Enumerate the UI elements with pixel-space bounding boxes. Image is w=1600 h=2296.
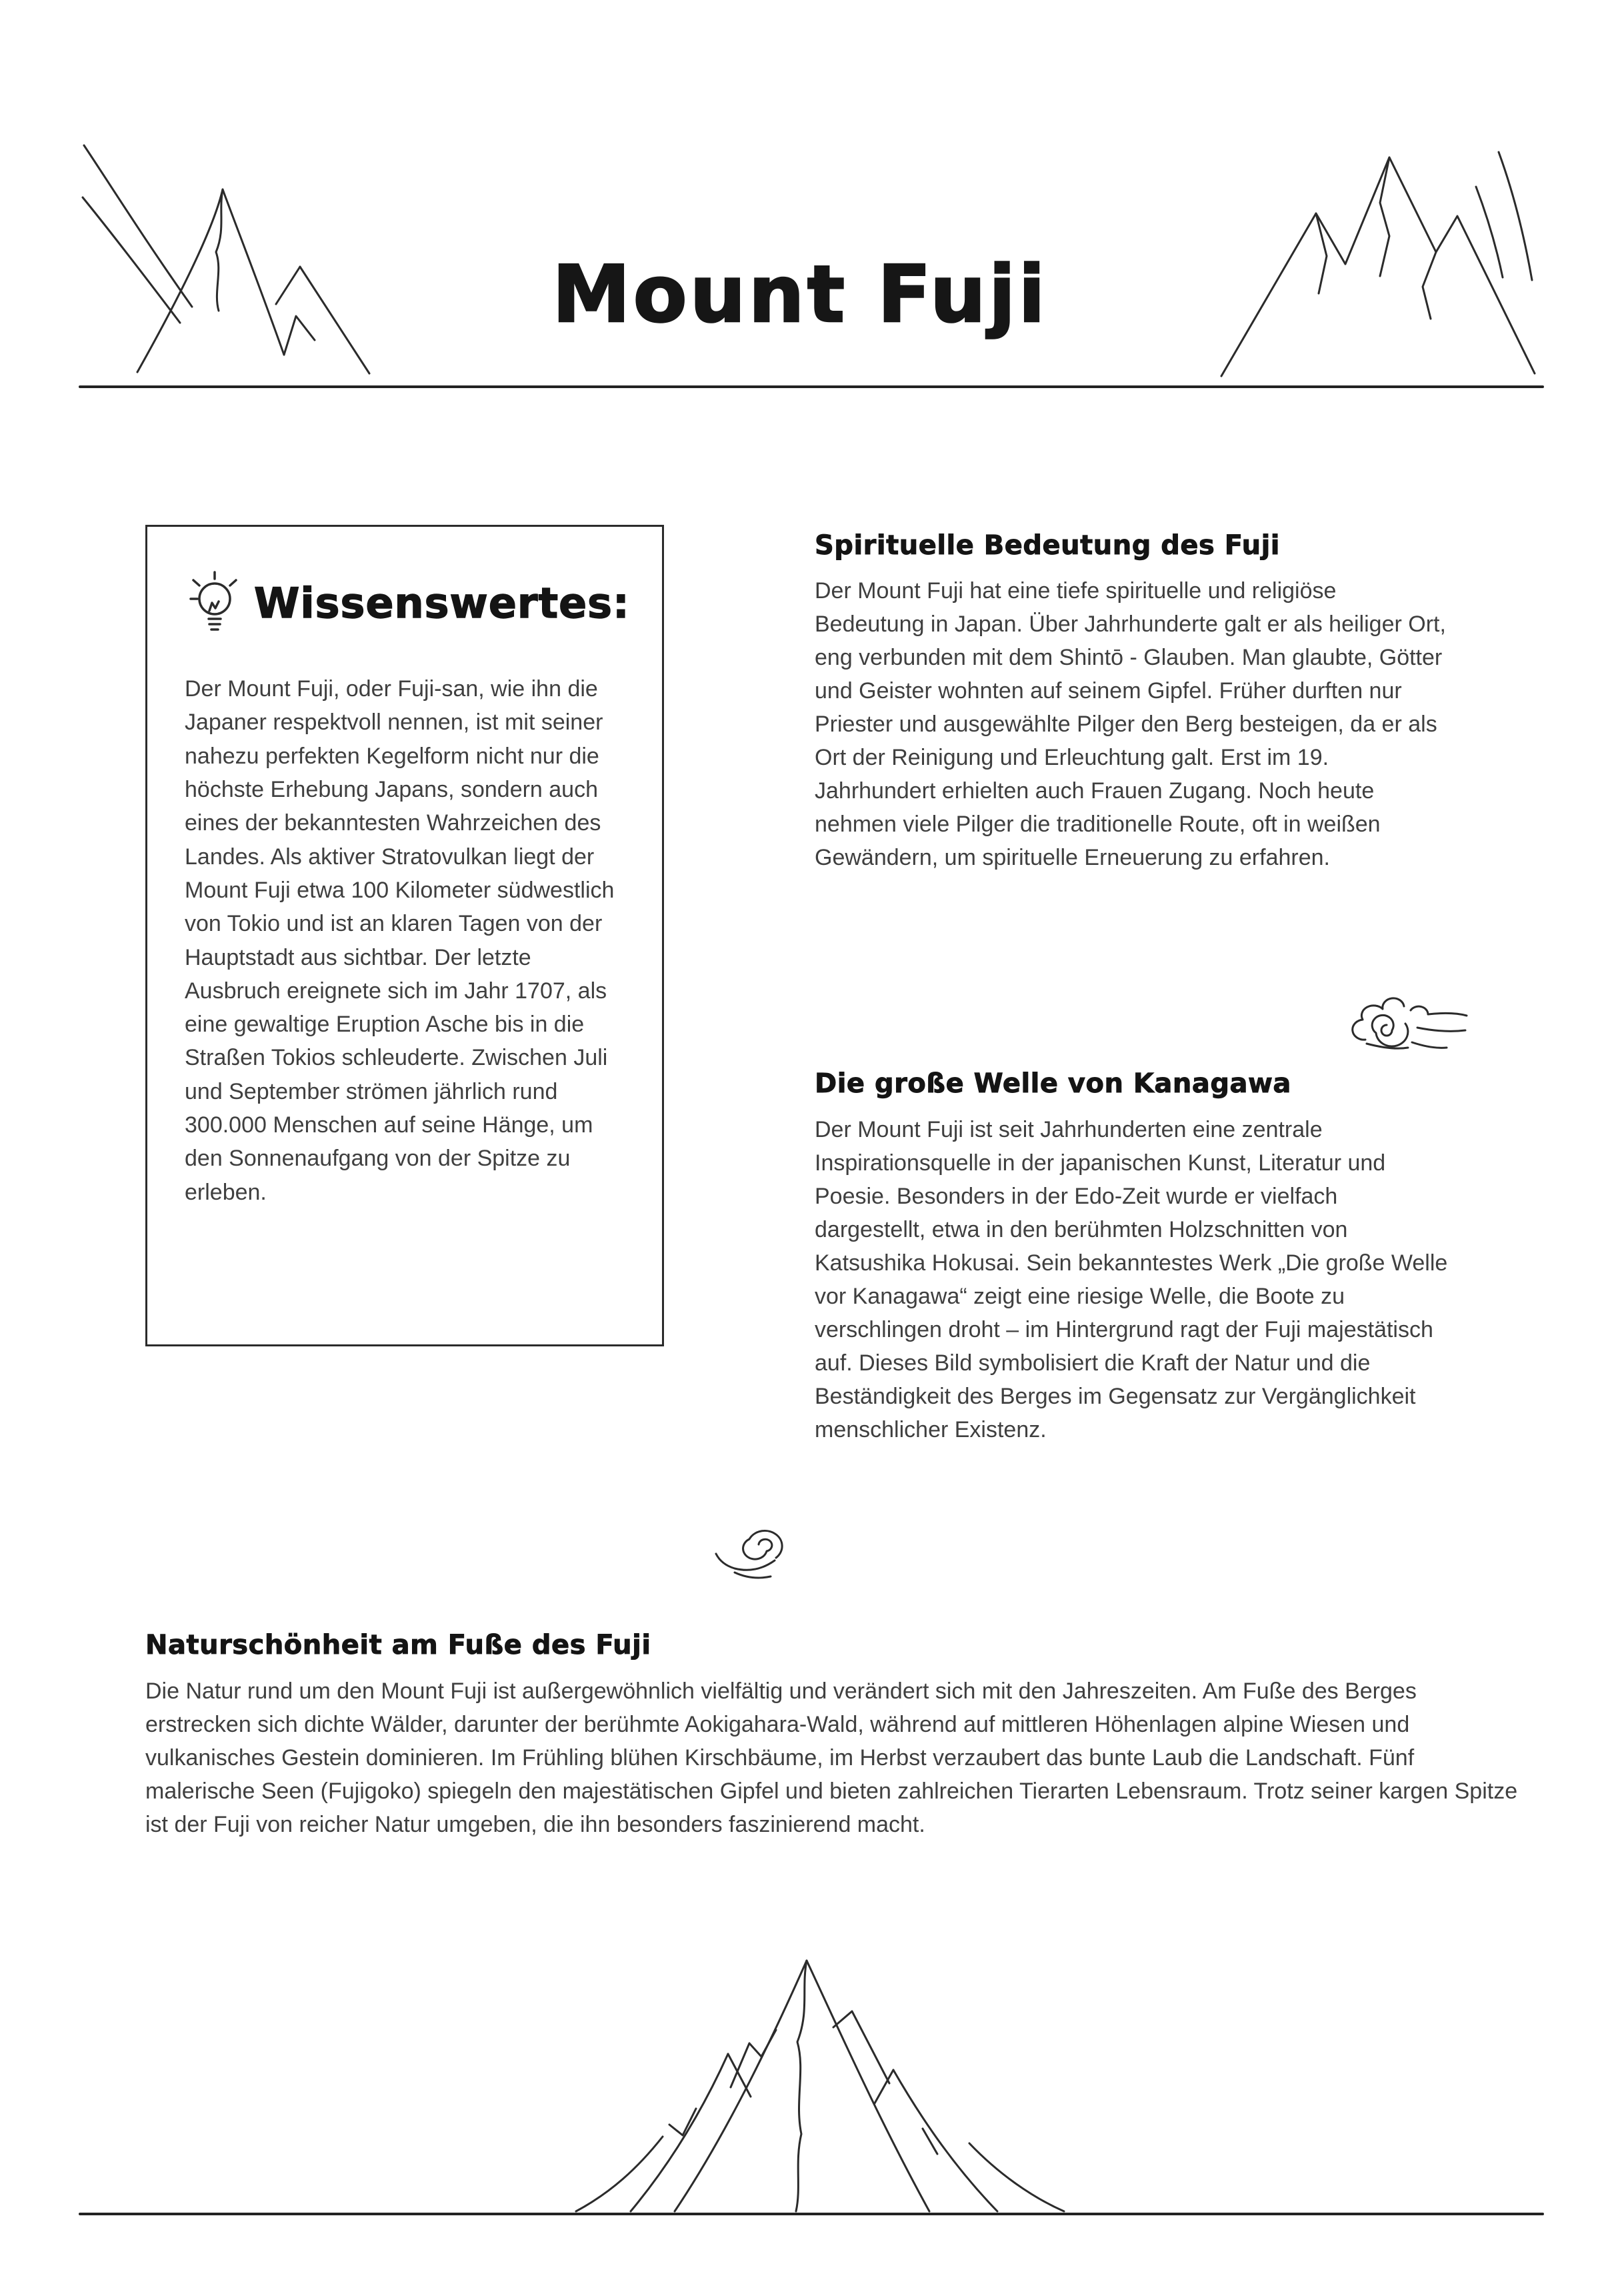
header-divider bbox=[79, 385, 1544, 388]
info-box-header bbox=[185, 568, 630, 638]
page-title: Mount Fuji bbox=[552, 248, 1048, 340]
mountain-sketch-footer-icon bbox=[463, 1942, 1152, 2215]
footer-divider bbox=[79, 2213, 1544, 2215]
section-body-naturschoenheit: Die Natur rund um den Mount Fuji ist außergewöhnlich vielfältig und verändert sich mit den Jahreszeiten. Am Fuße des Berges erstrecken sich dichte Wälder, darunter der berühmte Aokigahara-Wald, während auf mittleren Höhenlagen alpine Wiesen und vulkanisches Gestein dominieren. Im Frühling blühen Kirschbäume, im Herbst verzaubert das bunte Laub die Landschaft. Fünf malerische Seen (Fujigoko) spiegeln den majestätischen Gipfel und bieten zahlreichen Tierarten Lebensraum. Trotz seiner kargen Spitze ist der Fuji von reicher Natur umgeben, die ihn besonders faszinierend macht. bbox=[145, 1678, 1518, 1837]
section-body-spirituelle-bedeutung: Der Mount Fuji hat eine tiefe spirituelle und religiöse Bedeutung in Japan. Über Jahrhunderte galt er als heiliger Ort, eng verbunden mit dem Shintō - Glauben. Man glaubte, Götter und Geister wohnten auf seinem Gipfel. Früher durften nur Priester und ausgewählte Pilger den Berg besteigen, da er als Ort der Reinigung und Erleuchtung galt. Erst im 19. Jahrhundert erhielten auch Frauen Zugang. Noch heute nehmen viele Pilger die traditionelle Route, oft in weißen Gewändern, um spirituelle Erneuerung zu erfahren. bbox=[815, 578, 1446, 870]
section-body-grosse-welle: Der Mount Fuji ist seit Jahrhunderten eine zentrale Inspirationsquelle in der japanischen Kunst, Literatur und Poesie. Besonders in der Edo-Zeit wurde er vielfach dargestellt, etwa in den berühmten Holzschnitten von Katsushika Hokusai. Sein bekanntestes Werk „Die große Welle vor Kanagawa“ zeigt eine riesige Welle, die Boote zu verschlingen droht – im Hintergrund ragt der Fuji majestätisch auf. Dieses Bild symbolisiert die Kraft der Natur und die Beständigkeit des Berges im Gegensatz zur Vergänglichkeit menschlicher Existenz. bbox=[815, 1117, 1448, 1442]
swirl-cloud-sketch-icon bbox=[708, 1508, 810, 1588]
info-box bbox=[145, 525, 664, 1346]
section-heading-naturschoenheit: Naturschönheit am Fuße des Fuji bbox=[145, 1630, 651, 1660]
mountain-sketch-top-right-icon bbox=[1185, 128, 1545, 385]
cloud-sketch-icon bbox=[1299, 986, 1472, 1066]
section-heading-spirituelle-bedeutung: Spirituelle Bedeutung des Fuji bbox=[815, 530, 1281, 561]
section-heading-grosse-welle: Die große Welle von Kanagawa bbox=[815, 1068, 1291, 1099]
info-box-body: Der Mount Fuji, oder Fuji-san, wie ihn die Japaner respektvoll nennen, ist mit seiner nahezu perfekten Kegelform nicht nur die höchste Erhebung Japans, sondern auch eines der bekanntesten Wahrzeichen des Landes. Als aktiver Stratovulkan liegt der Mount Fuji etwa 100 Kilometer südwestlich von Tokio und ist an klaren Tagen von der Hauptstadt aus sichtbar. Der letzte Ausbruch ereignete sich im Jahr 1707, als eine gewaltige Eruption Asche bis in die Straßen Tokios schleuderte. Zwischen Juli und September strömen jährlich rund 300.000 Menschen auf seine Hänge, um den Sonnenaufgang von der Spitze zu erleben. bbox=[185, 676, 615, 1205]
lightbulb-icon bbox=[185, 568, 242, 638]
info-box-heading: Wissenswertes: bbox=[254, 578, 630, 628]
